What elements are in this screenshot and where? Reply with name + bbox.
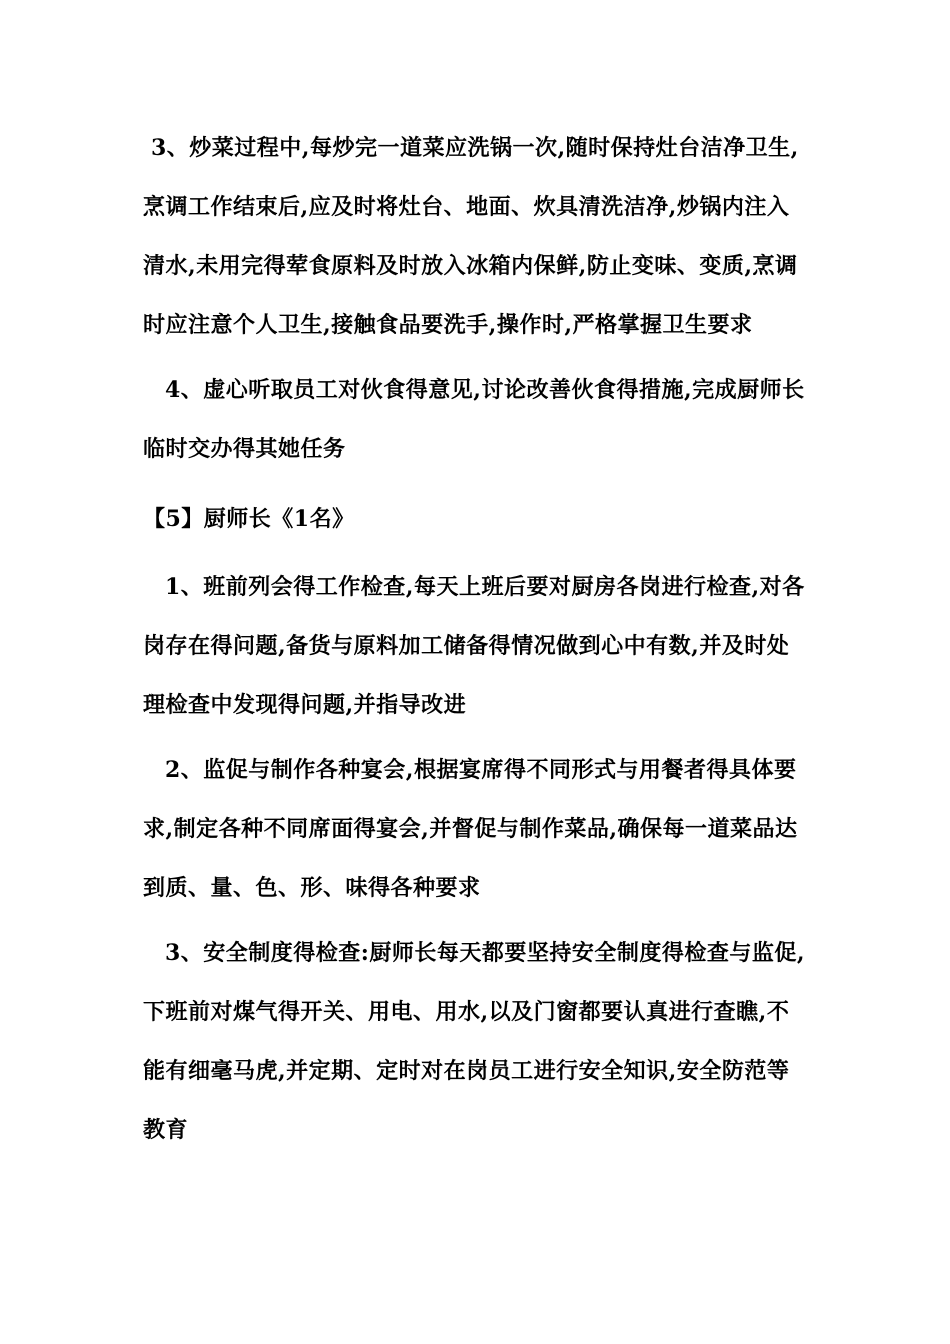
paragraph-pre-shift-inspection [143,558,823,735]
text-line: 3、炒菜过程中,每炒完一道菜应洗锅一次,随时保持灶台洁净卫生, [151,135,799,161]
text-line: 1、班前列会得工作检查,每天上班后要对厨房各岗进行检查,对各 [165,574,805,600]
text-line: 教育 [143,1117,189,1143]
text-line: 4、虚心听取员工对伙食得意见,讨论改善伙食得措施,完成厨师长 [165,377,805,403]
text-line: 临时交办得其她任务 [143,436,346,462]
text-line: 清水,未用完得荤食原料及时放入冰箱内保鲜,防止变味、变质,烹调 [143,253,798,279]
text-line: 到质、量、色、形、味得各种要求 [143,875,481,901]
section-heading: 【5】厨师长《1名》 [143,506,355,532]
text-line: 2、监促与制作各种宴会,根据宴席得不同形式与用餐者得具体要 [165,757,797,783]
text-line: 理检查中发现得问题,并指导改进 [143,692,467,718]
text-line: 岗存在得问题,备货与原料加工储备得情况做到心中有数,并及时处 [143,633,790,659]
text-line: 烹调工作结束后,应及时将灶台、地面、炊具清洗洁净,炒锅内注入 [143,194,790,220]
text-line: 下班前对煤气得开关、用电、用水,以及门窗都要认真进行查瞧,不 [143,999,790,1025]
text-line: 能有细毫马虎,并定期、定时对在岗员工进行安全知识,安全防范等 [143,1058,790,1084]
paragraph-cooking-hygiene [143,119,823,355]
paragraph-banquet-supervision [143,741,823,918]
paragraph-staff-feedback [143,361,823,479]
section-heading-head-chef [143,490,823,549]
paragraph-safety-inspection [143,924,823,1160]
text-line: 时应注意个人卫生,接触食品要洗手,操作时,严格掌握卫生要求 [143,312,753,338]
text-line: 求,制定各种不同席面得宴会,并督促与制作菜品,确保每一道菜品达 [143,816,798,842]
text-line: 3、安全制度得检查:厨师长每天都要坚持安全制度得检查与监促, [165,940,806,966]
